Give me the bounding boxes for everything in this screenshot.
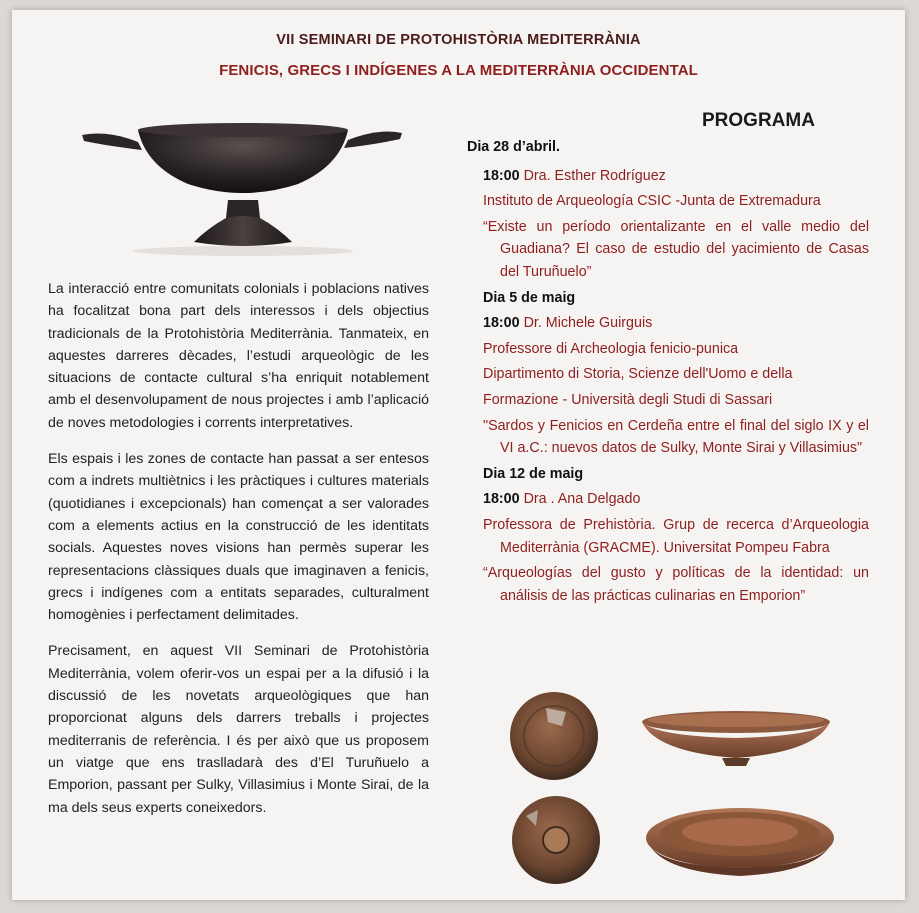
session-affiliation: Professore di Archeologia fenicio-punica [483, 340, 739, 357]
session-time: 18:00 [483, 167, 520, 184]
session-affiliation: Instituto de Arqueología CSIC -Junta de Extremadura [483, 193, 821, 210]
session-day: Dia 12 de maig [483, 465, 584, 482]
session-talk: “Arqueologías del gusto y políticas de la identidad: un análisis de las prácticas culinarias en Emporion” [483, 565, 869, 604]
programa-list [467, 134, 869, 610]
session-speaker-line [483, 488, 869, 511]
session-speaker: Dr. Michele Guirguis [523, 315, 653, 332]
seminar-title: VII SEMINARI DE PROTOHISTÒRIA MEDITERRÀNIA [276, 32, 641, 48]
pottery-image [506, 690, 836, 890]
intro-paragraph: Els espais i les zones de contacte han passat a ser entesos com a indrets multiètnics i les pràctiques i cultures materials (quotidianes i excepcionals) han començat a ser valorades com a elements actius en la construcció de les identitats socials. Aquestes noves visions han permès superar les representacions clàssiques duals que imaginaven a fenicis, grecs i indígenes com a entitats separades, culturalment homogènies i perfectament delimitades. [48, 451, 429, 624]
session-talk: “Existe un período orientalizante en el valle medio del Guadiana? El caso de estudio del yacimiento de Casas del Turuñuelo” [483, 218, 869, 280]
session-talk: "Sardos y Fenicios en Cerdeña entre el final del siglo IX y el VI a.C.: nuevos datos de Sulky, Monte Sirai y Villasimius" [483, 417, 869, 457]
session [483, 165, 869, 284]
session [483, 312, 869, 460]
session-affiliation: Formazione - Università degli Studi di Sassari [483, 391, 773, 408]
session-speaker: Dra . Ana Delgado [523, 491, 641, 508]
intro-paragraph: La interacció entre comunitats colonials i poblacions natives ha focalitzat bona part dels interessos i dels objectius tradicionals de la Protohistòria Mediterrània. Tanmateix, en aquestes darreres dècades, l’estudi arqueològic de les situacions de contacte cultural s’ha enriquit notablement amb el desenvolupament de nous projectes i amb l’aplicació de noves metodologies i corrents interpretatives. [48, 281, 429, 431]
intro-text [48, 278, 429, 833]
session-affiliation: Professora de Prehistòria. Grup de recerca d’Arqueologia Mediterrània (GRACME). Universitat Pompeu Fabra [483, 516, 869, 556]
session-time: 18:00 [483, 491, 520, 508]
kylix-image [78, 108, 406, 258]
session-affiliation: Dipartimento di Storia, Scienze dell'Uomo e della [483, 366, 793, 383]
session-speaker-line [483, 312, 869, 335]
intro-paragraph: Precisament, en aquest VII Seminari de Protohistòria Mediterrània, volem oferir-vos un espai per a la difusió i la discussió de les novetats arqueològiques que han proporcionat alguns dels darrers treballs i projectes mediterranis de referència. I és per això que us proposem un viatge que ens traslladarà des d’El Turuñuelo a Emporion, passant per Sulky, Villasimius i Monte Sirai, de la ma dels seus experts coneixedors. [48, 643, 429, 816]
programa-heading: PROGRAMA [702, 110, 815, 131]
session-day: Dia 28 d’abril. [467, 139, 560, 155]
session-time: 18:00 [483, 315, 520, 332]
session [483, 488, 869, 607]
session-day: Dia 5 de maig [483, 289, 576, 306]
seminar-theme: FENICIS, GRECS I INDÍGENES A LA MEDITERRÀNIA OCCIDENTAL [219, 62, 698, 79]
session-speaker: Dra. Esther Rodríguez [523, 167, 666, 184]
session-speaker-line [483, 165, 869, 188]
poster [12, 10, 905, 900]
